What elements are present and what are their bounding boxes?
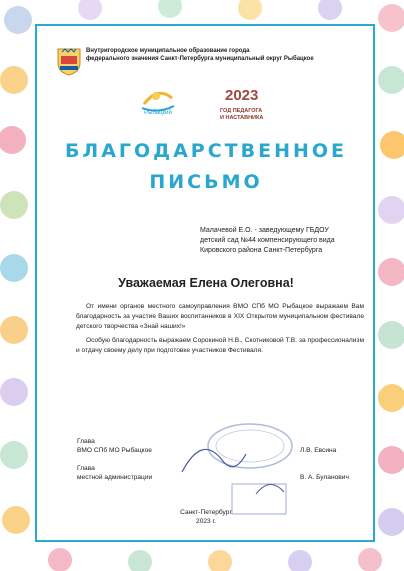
date-year: 2023 г.: [196, 518, 216, 525]
organization-line-1: Внутригородское муниципальное образование города: [86, 48, 250, 54]
year-logo-line-2: И НАСТАВНИКА: [220, 114, 264, 121]
year-of-teacher-logo: [220, 108, 280, 121]
body-paragraph-1: От имени органов местного самоуправления ВМО СПб МО Рыбацкое выражаем Вам благодарность за участие Ваших воспитанников в XIX Открытом муниципальном фестивале детского творчества «Знай наших!»: [76, 303, 364, 330]
organization-line-2: федерального значения Санкт-Петербурга муниципальный округ Рыбацкое: [86, 55, 314, 62]
letterhead: [56, 46, 356, 76]
recipient-line-1: Малачевой Е.О. - заведующему ГБДОУ: [200, 227, 329, 234]
letter-title-line-2: ПИСЬМО: [149, 171, 263, 193]
rybatsky-logo-text: Рыбацкий: [144, 110, 172, 116]
signatory-1-role: [77, 437, 152, 455]
year-logo-number: 2023: [225, 87, 259, 104]
signatory-2-name: В. А. Буланович: [300, 474, 349, 481]
municipal-crest-icon: [56, 46, 82, 76]
recipient-line-3: Кировского района Санкт-Петербурга: [200, 247, 323, 254]
organization-name: [86, 48, 366, 63]
year-logo-line-1: ГОД ПЕДАГОГА: [220, 108, 263, 114]
signatory-2-role: [77, 464, 152, 482]
signatory-1-role-line-1: Глава: [77, 438, 95, 445]
signatory-1-role-line-2: ВМО СПб МО Рыбацкое: [77, 447, 152, 454]
signatory-2-role-line-1: Глава: [77, 465, 95, 472]
recipient-line-2: детский сад №44 компенсирующего вида: [200, 237, 335, 244]
rybatsky-logo-icon: [136, 84, 180, 116]
recipient-block: [200, 226, 370, 256]
letter-title-line-1: БЛАГОДАРСТВЕННОЕ: [64, 140, 348, 162]
city: Санкт-Петербург: [180, 509, 232, 516]
signatory-2-role-line-2: местной администрации: [77, 474, 153, 481]
place-and-date: [36, 508, 376, 526]
greeting: Уважаемая Елена Олеговна!: [118, 276, 294, 290]
signatory-1-name: Л.В. Евсина: [300, 447, 337, 454]
body-paragraph-2: Особую благодарность выражаем Сорокиной Н.В., Скотниковой Т.В. за профессионализм и отдачу своему делу при подготовке участников Фестиваля.: [76, 337, 364, 354]
letter-body: [76, 302, 364, 356]
